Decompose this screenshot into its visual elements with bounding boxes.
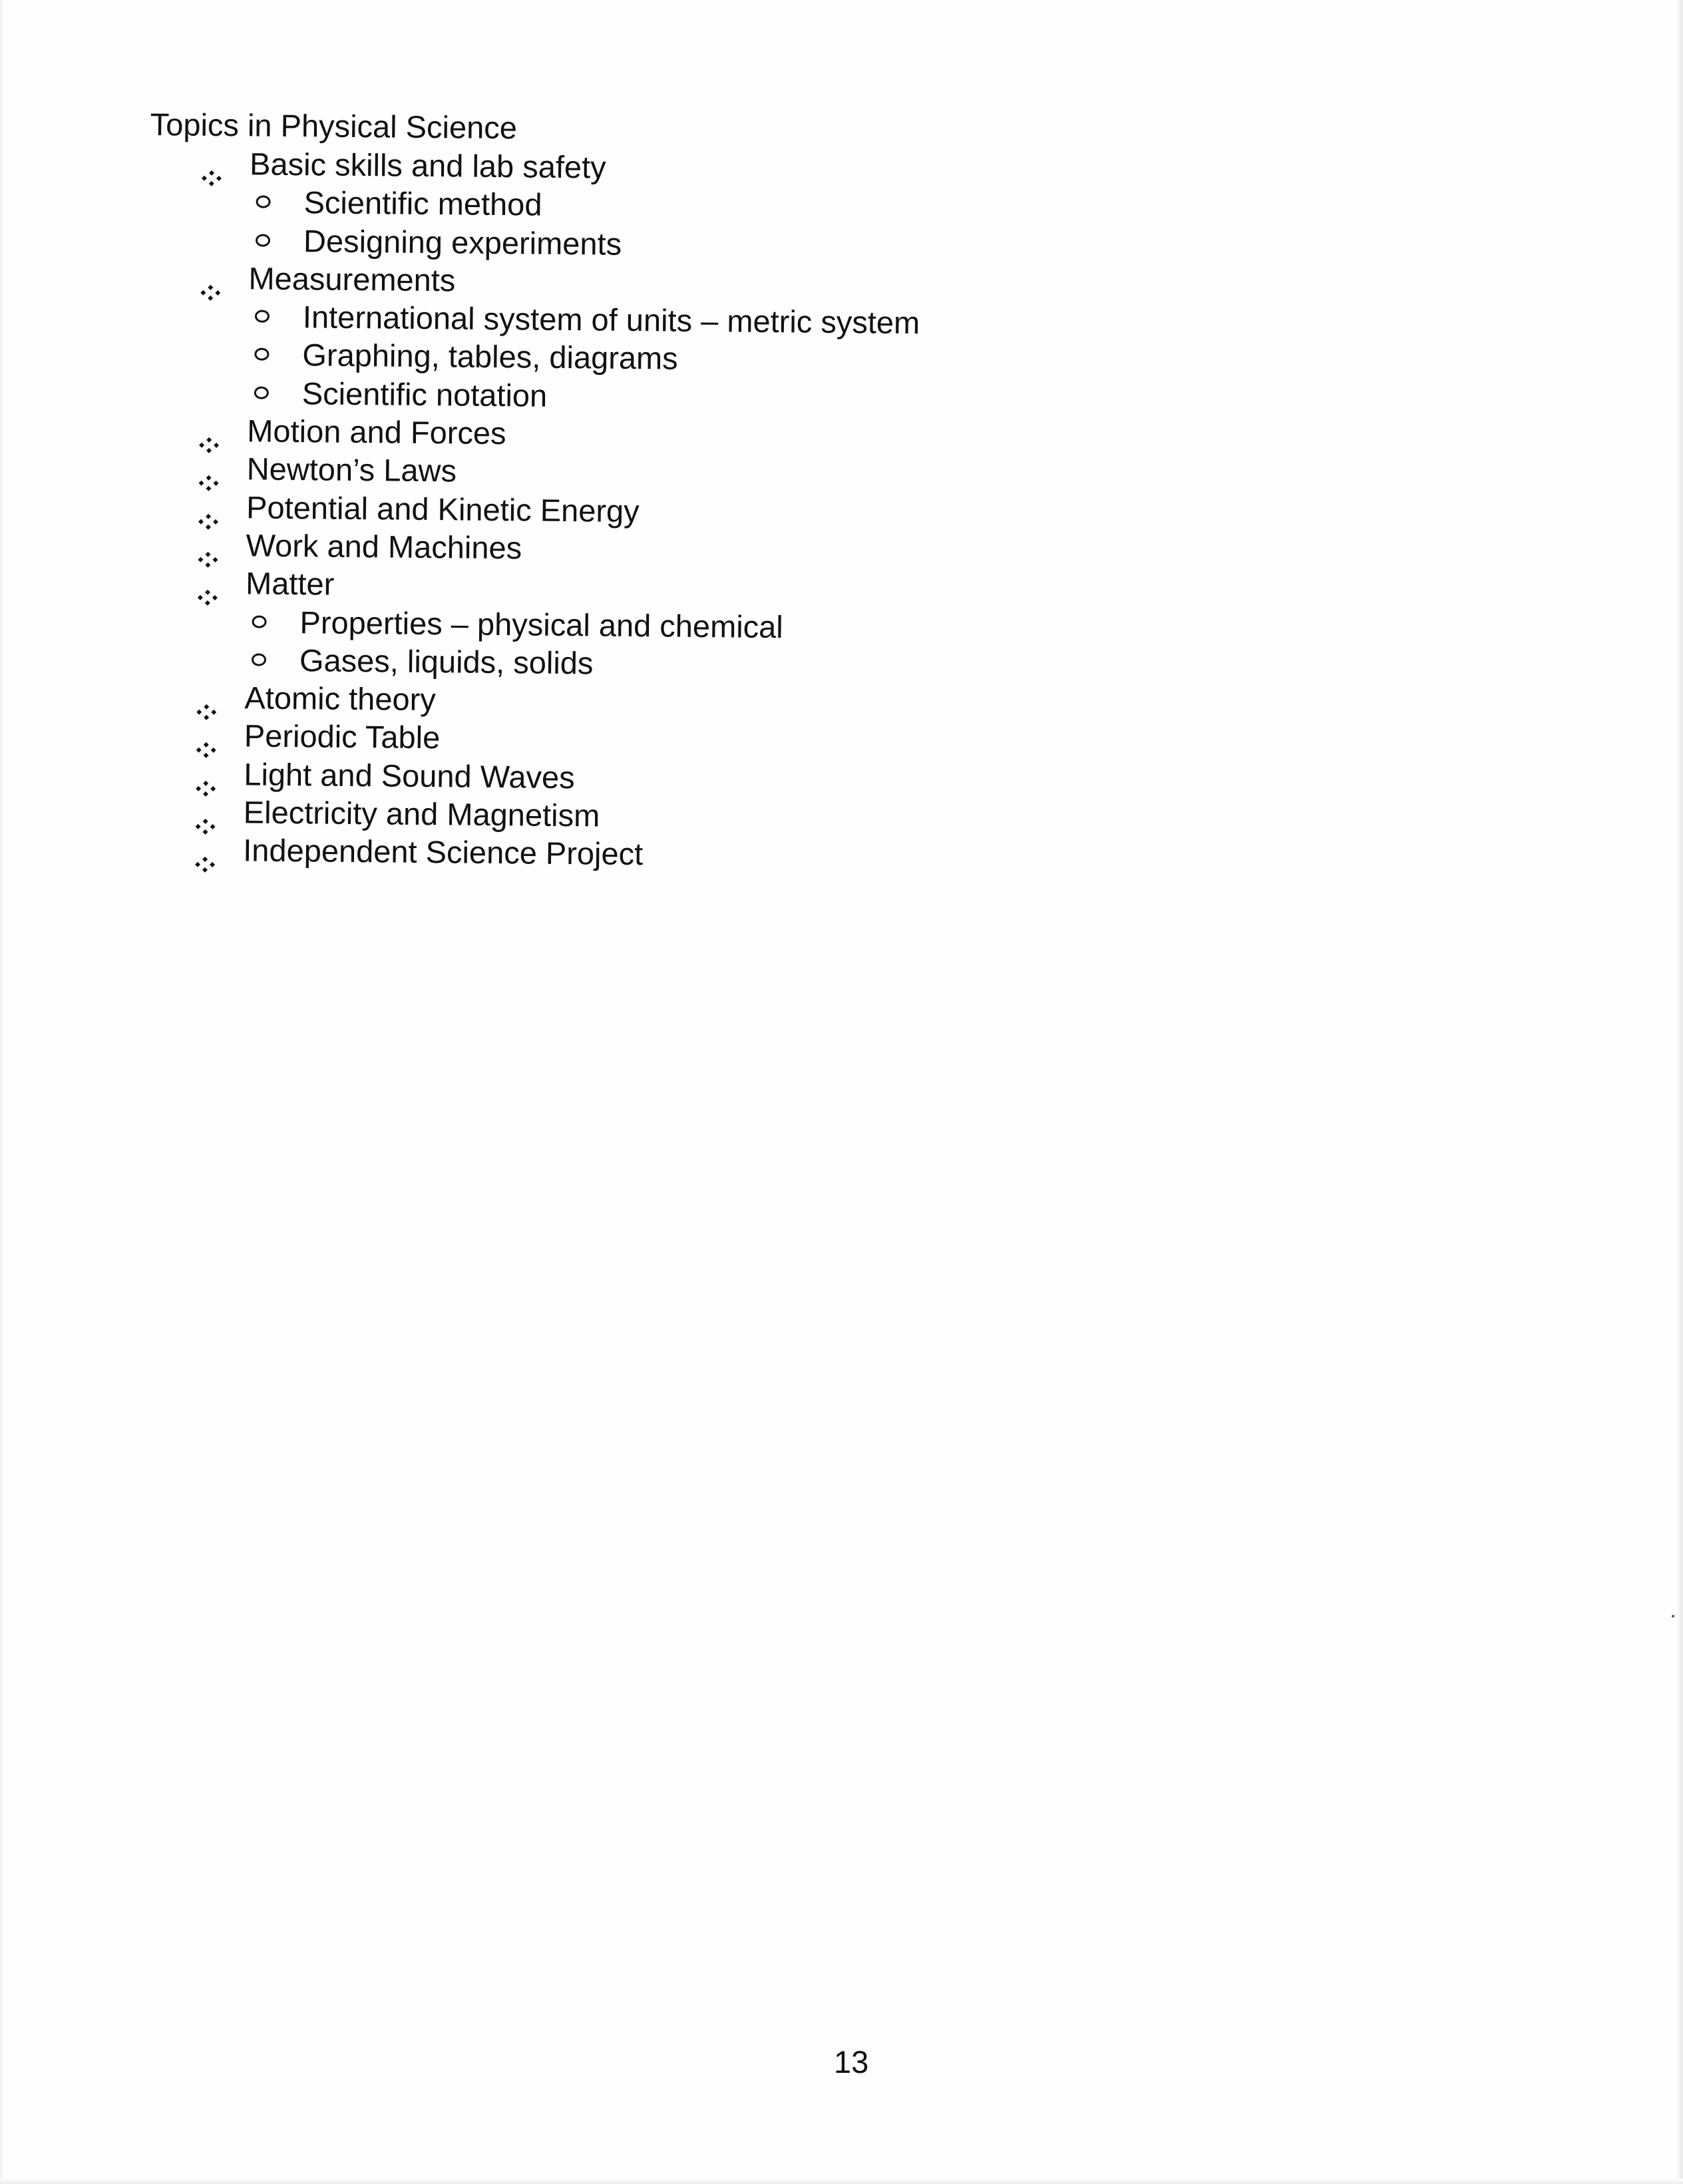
scan-speck: [1672, 1615, 1674, 1618]
four-diamond-bullet-icon: [198, 499, 218, 515]
subtopic-label: Scientific notation: [301, 375, 548, 413]
subtopic-group: [145, 602, 1277, 689]
four-diamond-bullet-icon: [199, 461, 219, 477]
scan-right-edge: [1676, 0, 1683, 2184]
topic-label: Electricity and Magnetism: [243, 794, 600, 833]
topic-label: Independent Science Project: [243, 832, 644, 872]
topic-label: Basic skills and lab safety: [249, 146, 606, 185]
four-diamond-bullet-icon: [196, 690, 216, 706]
subtopic-label: Designing experiments: [303, 222, 622, 262]
hollow-circle-bullet-icon: [256, 234, 270, 246]
four-diamond-bullet-icon: [200, 271, 220, 287]
subtopic-group: [149, 182, 1281, 269]
topic-label: Newton’s Laws: [246, 451, 457, 489]
scan-bottom-edge: [0, 2179, 1683, 2184]
four-diamond-bullet-icon: [202, 156, 222, 172]
four-diamond-bullet-icon: [195, 843, 215, 859]
topics-outline: [143, 105, 1282, 879]
topic-list: [143, 144, 1281, 879]
page-title: Topics in Physical Science: [150, 106, 518, 146]
topic-label: Work and Machines: [246, 527, 522, 566]
page-number: 13: [834, 2044, 869, 2079]
four-diamond-bullet-icon: [199, 423, 219, 439]
subtopic-list: [149, 182, 1281, 269]
scan-left-edge: [0, 0, 4, 2184]
topic-label: Periodic Table: [244, 718, 441, 756]
topic-label: Matter: [245, 565, 335, 602]
topic-label: Measurements: [248, 260, 456, 298]
subtopic-label: Gases, liquids, solids: [299, 642, 594, 681]
subtopic-group: [148, 296, 1280, 421]
topic-label: Atomic theory: [244, 680, 437, 718]
four-diamond-bullet-icon: [196, 805, 216, 821]
hollow-circle-bullet-icon: [252, 615, 266, 628]
subtopic-label: Graphing, tables, diagrams: [302, 337, 678, 377]
four-diamond-bullet-icon: [198, 538, 218, 554]
subtopic-label: Scientific method: [303, 184, 542, 222]
four-diamond-bullet-icon: [198, 576, 218, 592]
topic-label: Potential and Kinetic Energy: [246, 489, 640, 529]
subtopic-list: [145, 602, 1277, 689]
subtopic-label: Properties – physical and chemical: [299, 604, 784, 644]
hollow-circle-bullet-icon: [254, 386, 269, 399]
hollow-circle-bullet-icon: [256, 196, 271, 208]
hollow-circle-bullet-icon: [254, 348, 269, 361]
topic-label: Light and Sound Waves: [244, 756, 575, 795]
hollow-circle-bullet-icon: [252, 653, 266, 666]
subtopic-list: [148, 296, 1280, 421]
subtopic-label: International system of units – metric system: [302, 299, 920, 341]
four-diamond-bullet-icon: [196, 728, 216, 744]
four-diamond-bullet-icon: [196, 766, 216, 782]
topic-label: Motion and Forces: [247, 413, 506, 451]
hollow-circle-bullet-icon: [255, 310, 270, 323]
